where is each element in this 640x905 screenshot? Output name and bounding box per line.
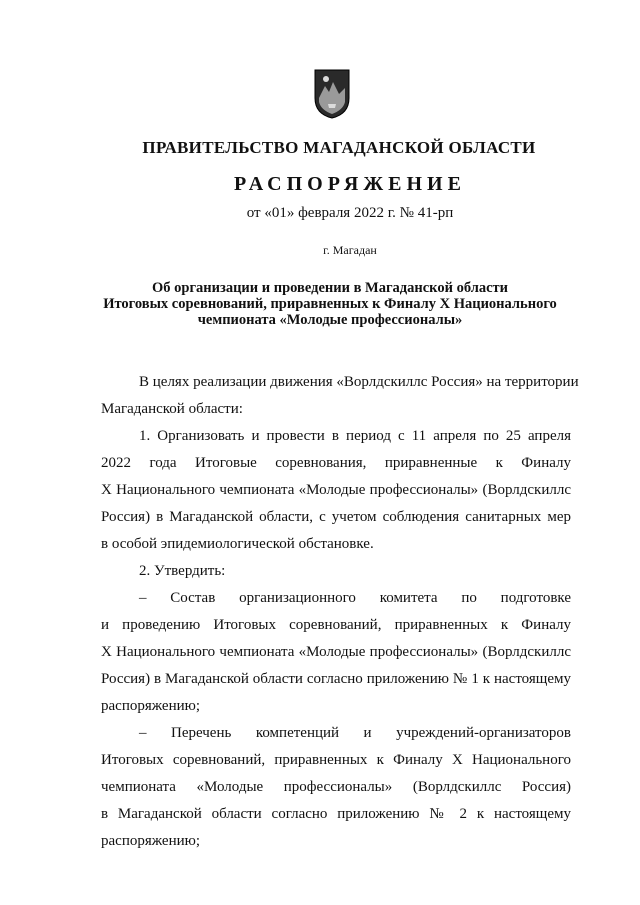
subject-line: Итоговых соревнований, приравненных к Финалу X Национального (103, 296, 557, 312)
body-line: X Национального чемпионата «Молодые профессионалы» (Ворлдскиллс (101, 644, 571, 660)
body-line: и проведению Итоговых соревнований, приравненных к Финалу (101, 617, 571, 633)
body-line: в особой эпидемиологической обстановке. (101, 536, 374, 552)
body-line: распоряжению; (101, 833, 200, 849)
subject-line: Об организации и проведении в Магаданской области (151, 280, 509, 296)
coat-of-arms-emblem (313, 68, 351, 120)
body-line: Магаданской области: (101, 401, 243, 417)
document-type-title: РАСПОРЯЖЕНИЕ (234, 173, 466, 195)
document-date-number: от «01» февраля 2022 г. № 41-рп (246, 205, 454, 221)
body-line: распоряжению; (101, 698, 200, 714)
body-line: X Национального чемпионата «Молодые профессионалы» (Ворлдскиллс (101, 482, 571, 498)
body-line: – Перечень компетенций и учреждений-организаторов (139, 725, 571, 741)
body-line: в Магаданской области согласно приложению № 2 к настоящему (101, 806, 571, 822)
document-city: г. Магадан (323, 243, 377, 257)
government-name: ПРАВИТЕЛЬСТВО МАГАДАНСКОЙ ОБЛАСТИ (142, 138, 536, 157)
document-subject (90, 280, 570, 328)
body-line: 2022 года Итоговые соревнования, приравненные к Финалу (101, 455, 571, 471)
body-line: Россия) в Магаданской области согласно приложению № 1 к настоящему (101, 671, 571, 687)
body-line: чемпионата «Молодые профессионалы» (Ворлдскиллс Россия) (101, 779, 571, 795)
body-line: – Состав организационного комитета по подготовке (139, 590, 571, 606)
body-line: 2. Утвердить: (139, 563, 226, 579)
body-line: Итоговых соревнований, приравненных к Финалу X Национального (101, 752, 571, 768)
body-line: 1. Организовать и провести в период с 11 апреля по 25 апреля (139, 428, 571, 444)
body-line: Россия) в Магаданской области, с учетом соблюдения санитарных мер (101, 509, 571, 525)
body-line: В целях реализации движения «Ворлдскиллс Россия» на территории (139, 374, 579, 390)
subject-line: чемпионата «Молодые профессионалы» (197, 312, 463, 328)
